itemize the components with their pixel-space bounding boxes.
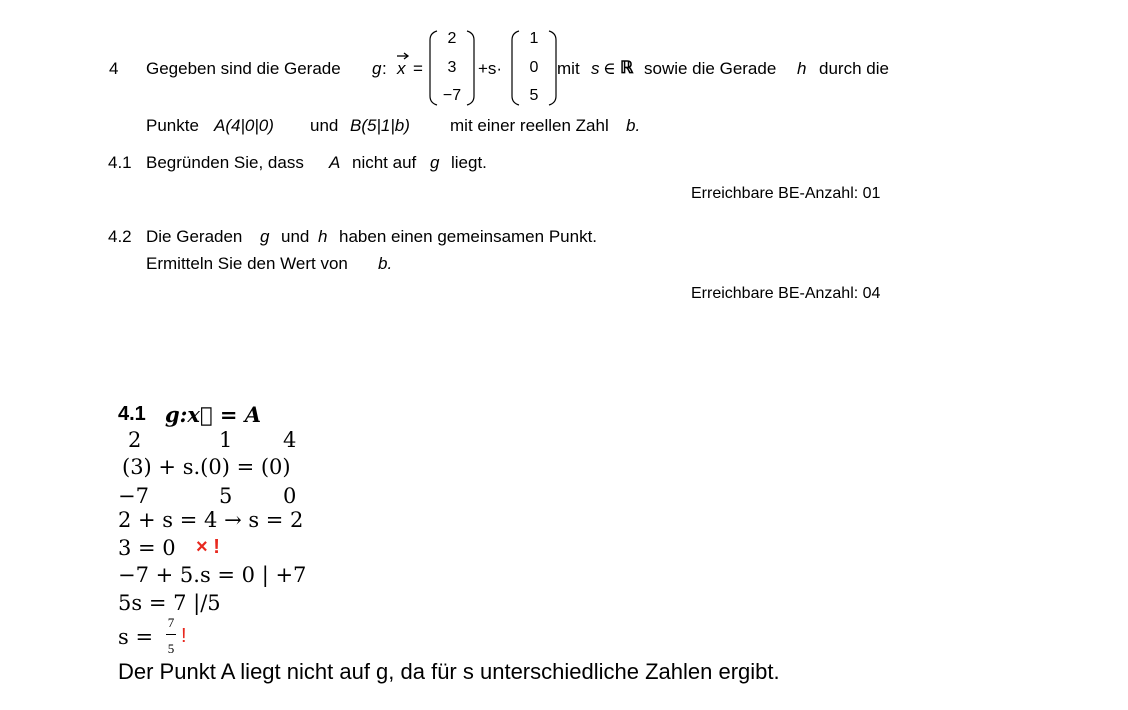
equation-1: 2 + s = 4 → s = 2 — [118, 508, 304, 532]
solution-heading-number: 4.1 — [118, 403, 146, 425]
subtask-text-a: Begründen Sie, dass — [146, 153, 304, 172]
contradiction-mark: × ! — [196, 536, 220, 558]
task-number: 4 — [109, 59, 119, 78]
fraction-bar — [166, 634, 176, 635]
right-paren — [466, 30, 476, 106]
point-a-var: A — [329, 153, 341, 172]
exclamation-mark: ! — [181, 625, 187, 647]
fraction-denominator: 5 — [167, 641, 175, 656]
subtask-text-a: Die Geraden — [146, 227, 243, 246]
equation-3: −7 + 5.s = 0 | +7 — [118, 563, 307, 587]
mit-text: mit — [557, 59, 580, 78]
subtask-line2: Ermitteln Sie den Wert von — [146, 254, 348, 273]
und-text: und — [310, 116, 339, 135]
subtask-text-c: liegt. — [451, 153, 487, 172]
line-g-var: g — [430, 153, 440, 172]
vector-row-bot-2: 5 — [219, 484, 233, 508]
equation-5-lhs: s = — [118, 625, 154, 649]
durch-text: durch die — [819, 59, 889, 78]
s-variable: s — [591, 59, 600, 78]
conclusion-text: Der Punkt A liegt nicht auf g, da für s unterschiedliche Zahlen ergibt. — [118, 659, 780, 684]
vector-arrow-icon — [396, 52, 410, 60]
plus-s-dot: +s· — [478, 59, 503, 78]
subtask-number: 4.2 — [108, 227, 132, 246]
subtask-text-b: haben einen gemeinsamen Punkt. — [339, 227, 598, 246]
support-vector-z: −7 — [442, 87, 462, 104]
equation-4: 5s = 7 |/5 — [118, 591, 221, 615]
x-vector-var: x — [397, 59, 406, 78]
vector-row-bot-1: −7 — [118, 484, 149, 508]
direction-vector — [510, 30, 558, 106]
task-intro-text: Gegeben sind die Gerade — [146, 59, 341, 78]
colon: : — [382, 59, 387, 78]
vector-equation-row: (3) + s.(0) = (0) — [122, 455, 291, 479]
line-g-label: g — [372, 59, 382, 78]
support-vector — [428, 30, 476, 106]
support-vector-x: 2 — [447, 30, 457, 47]
vector-row-top-2: 1 — [219, 428, 233, 452]
vector-row-top-3: 4 — [283, 428, 297, 452]
element-of-symbol: ∈ — [603, 59, 616, 78]
point-b: B(5|1|b) — [350, 116, 410, 135]
subtask-number: 4.1 — [108, 153, 132, 172]
b-variable: b. — [378, 254, 393, 273]
vector-row-top-1: 2 — [128, 428, 142, 452]
vector-row-bot-3: 0 — [283, 484, 297, 508]
point-a: A(4|0|0) — [214, 116, 274, 135]
reals-symbol: ℝ — [620, 58, 634, 77]
line-h-var: h — [318, 227, 328, 246]
line-g-var: g — [260, 227, 270, 246]
sowie-text: sowie die Gerade — [644, 59, 777, 78]
subtask-text-b: nicht auf — [352, 153, 417, 172]
solution-heading-equation: g:x⃗ = A — [165, 402, 262, 427]
line-h-label: h — [797, 59, 807, 78]
points-available: Erreichbare BE-Anzahl: 04 — [691, 285, 881, 302]
b-variable: b. — [626, 116, 641, 135]
direction-vector-x: 1 — [529, 30, 539, 47]
support-vector-y: 3 — [447, 59, 457, 76]
direction-vector-z: 5 — [529, 87, 539, 104]
reelle-zahl-text: mit einer reellen Zahl — [450, 116, 609, 135]
equation-2: 3 = 0 — [118, 536, 176, 560]
fraction-numerator: 7 — [167, 615, 175, 630]
direction-vector-y: 0 — [529, 59, 539, 76]
und-text: und — [281, 227, 310, 246]
punkte-text: Punkte — [146, 116, 199, 135]
points-available: Erreichbare BE-Anzahl: 01 — [691, 185, 881, 202]
equals-sign: = — [413, 59, 423, 78]
